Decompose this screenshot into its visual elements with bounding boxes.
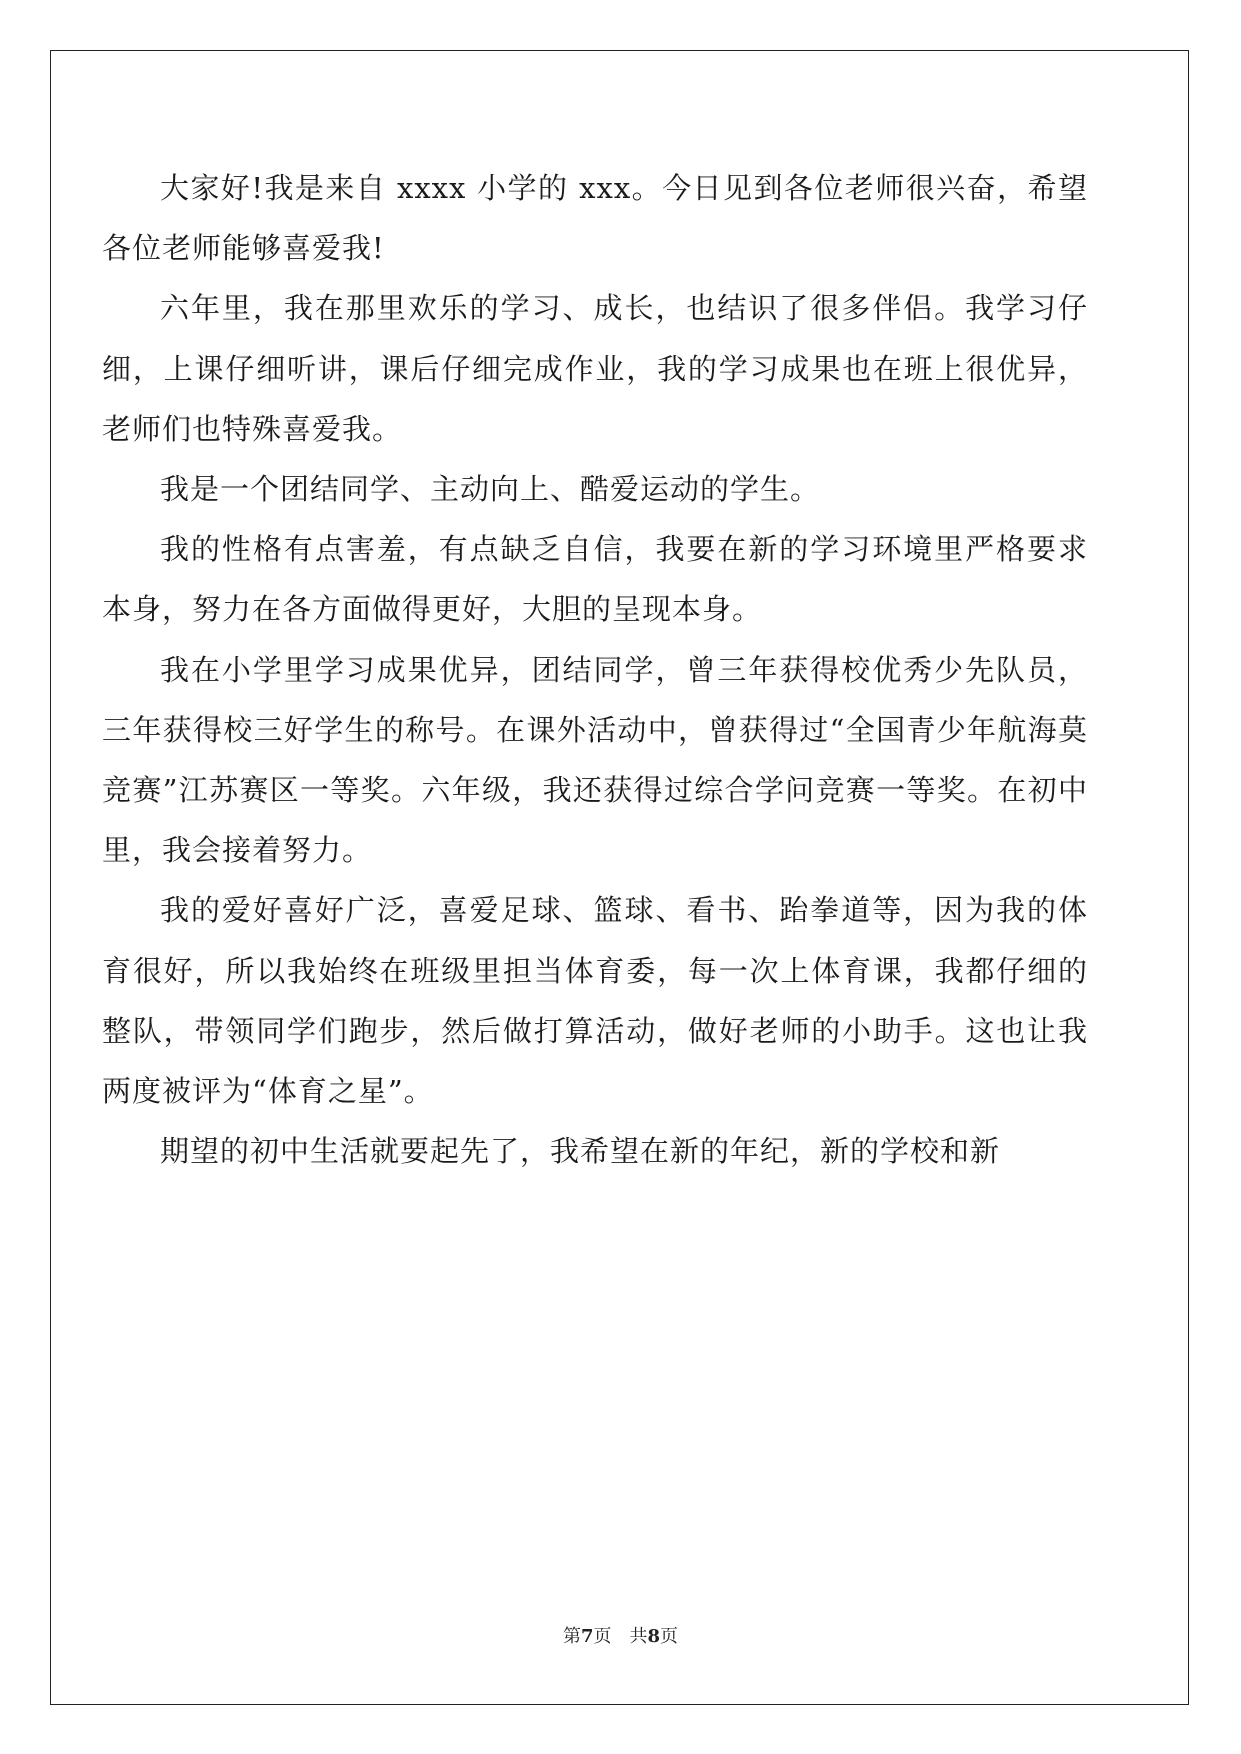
total-pages-suffix: 页 bbox=[660, 1626, 679, 1647]
paragraph-2: 六年里，我在那里欢乐的学习、成长，也结识了很多伴侣。我学习仔细，上课仔细听讲，课后仔细完成作业，我的学习成果也在班上很优异，老师们也特殊喜爱我。 bbox=[102, 291, 1088, 446]
page-number-prefix: 第 bbox=[562, 1626, 581, 1647]
paragraph-5: 我在小学里学习成果优异，团结同学，曾三年获得校优秀少先队员，三年获得校三好学生的称号。在课外活动中，曾获得过“全国青少年航海莫竞赛”江苏赛区一等奖。六年级，我还获得过综合学问竞赛一等奖。在初中里，我会接着努力。 bbox=[102, 652, 1088, 868]
page-footer bbox=[0, 1622, 1241, 1648]
total-pages-prefix: 共 bbox=[629, 1626, 648, 1647]
paragraph-7: 期望的初中生活就要起先了，我希望在新的年纪，新的学校和新 bbox=[160, 1134, 1001, 1169]
paragraph-6: 我的爱好喜好广泛，喜爱足球、篮球、看书、跆拳道等，因为我的体育很好，所以我始终在班级里担当体育委，每一次上体育课，我都仔细的整队，带领同学们跑步，然后做打算活动，做好老师的小助手。这也让我两度被评为“体育之星”。 bbox=[102, 893, 1088, 1109]
document-body bbox=[102, 158, 1088, 1181]
paragraph-3: 我是一个团结同学、主动向上、酷爱运动的学生。 bbox=[160, 472, 821, 507]
paragraph-1: 大家好!我是来自 xxxx 小学的 xxx。今日见到各位老师很兴奋，希望各位老师能够喜爱我! bbox=[102, 171, 1088, 266]
current-page-number: 7 bbox=[580, 1626, 594, 1647]
page-number-suffix: 页 bbox=[593, 1626, 612, 1647]
total-pages-number: 8 bbox=[647, 1626, 661, 1647]
paragraph-4: 我的性格有点害羞，有点缺乏自信，我要在新的学习环境里严格要求本身，努力在各方面做得更好，大胆的呈现本身。 bbox=[102, 532, 1088, 627]
